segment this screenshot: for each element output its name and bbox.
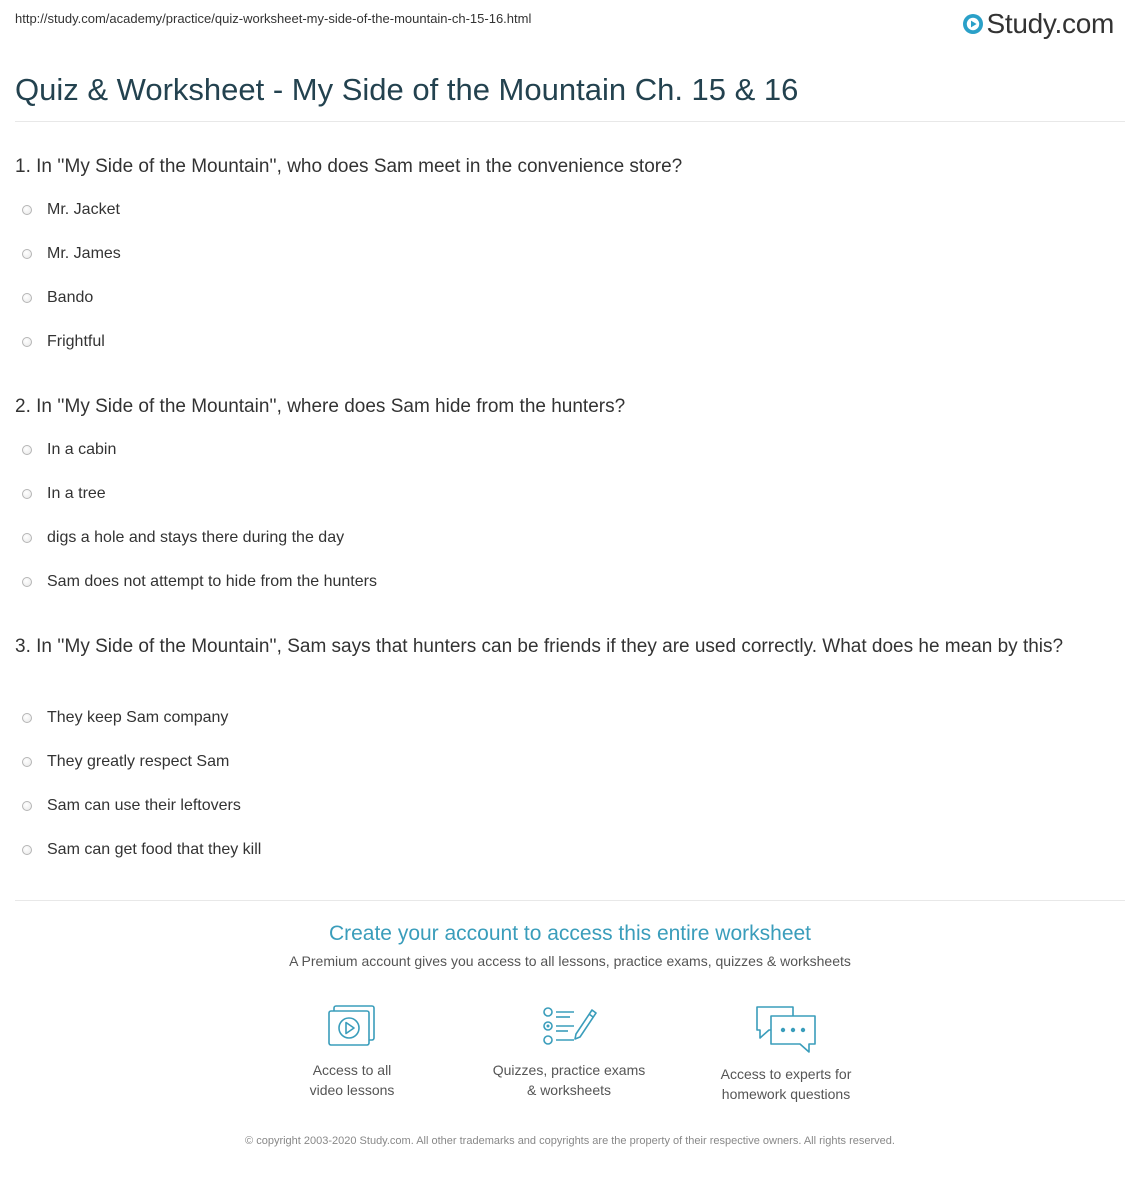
answer-option[interactable] bbox=[22, 796, 241, 816]
answer-label: They greatly respect Sam bbox=[47, 753, 230, 770]
radio-button[interactable] bbox=[22, 757, 32, 767]
answer-option[interactable] bbox=[22, 752, 229, 772]
question-2: 2. In ''My Side of the Mountain'', where does Sam hide from the hunters? bbox=[15, 396, 626, 417]
quiz-checklist-icon bbox=[540, 1004, 598, 1050]
answer-label: Sam can use their leftovers bbox=[47, 797, 241, 814]
answer-option[interactable] bbox=[22, 200, 120, 220]
feature-label-line1: Quizzes, practice exams bbox=[492, 1062, 646, 1078]
radio-button[interactable] bbox=[22, 293, 32, 303]
answer-label: digs a hole and stays there during the day bbox=[47, 529, 345, 546]
feature-label-line1: Access to experts for bbox=[720, 1066, 852, 1082]
video-lesson-icon bbox=[325, 1004, 379, 1050]
answer-label: In a cabin bbox=[47, 441, 117, 458]
radio-button[interactable] bbox=[22, 205, 32, 215]
radio-button[interactable] bbox=[22, 337, 32, 347]
radio-button[interactable] bbox=[22, 445, 32, 455]
answer-label: Bando bbox=[47, 289, 94, 306]
radio-button[interactable] bbox=[22, 489, 32, 499]
cta-divider bbox=[15, 900, 1125, 901]
copyright-notice: © copyright 2003-2020 Study.com. All other trademarks and copyrights are the property of their respective owners. All rights reserved. bbox=[245, 1135, 895, 1147]
radio-button[interactable] bbox=[22, 845, 32, 855]
feature-label-line2: video lessons bbox=[309, 1082, 395, 1098]
cta-subtitle: A Premium account gives you access to all lessons, practice exams, quizzes & worksheets bbox=[289, 953, 851, 969]
answer-label: Sam can get food that they kill bbox=[47, 841, 262, 858]
question-1: 1. In ''My Side of the Mountain'', who does Sam meet in the convenience store? bbox=[15, 156, 683, 177]
answer-option[interactable] bbox=[22, 528, 344, 548]
logo-text: Study.com bbox=[986, 8, 1114, 39]
radio-button[interactable] bbox=[22, 713, 32, 723]
answer-option[interactable] bbox=[22, 572, 377, 592]
answer-option[interactable] bbox=[22, 484, 106, 504]
feature-label-line2: & worksheets bbox=[526, 1082, 612, 1098]
answer-option[interactable] bbox=[22, 840, 261, 860]
answer-option[interactable] bbox=[22, 332, 105, 352]
title-divider bbox=[15, 121, 1125, 122]
play-logo-icon bbox=[962, 13, 984, 35]
question-3: 3. In ''My Side of the Mountain'', Sam says that hunters can be friends if they are used correctly. What does he mean by this? bbox=[15, 636, 1064, 657]
feature-video-lessons bbox=[252, 1004, 452, 1100]
page-title: Quiz & Worksheet - My Side of the Mountain Ch. 15 & 16 bbox=[15, 72, 799, 107]
answer-option[interactable] bbox=[22, 708, 228, 728]
answer-label: Mr. James bbox=[47, 245, 121, 262]
answer-option[interactable] bbox=[22, 288, 93, 308]
cta-title[interactable]: Create your account to access this entire worksheet bbox=[328, 922, 812, 945]
study-logo[interactable] bbox=[962, 8, 1115, 40]
radio-button[interactable] bbox=[22, 249, 32, 259]
feature-label-line1: Access to all bbox=[312, 1062, 392, 1078]
answer-label: Sam does not attempt to hide from the hunters bbox=[47, 573, 377, 590]
radio-button[interactable] bbox=[22, 533, 32, 543]
answer-label: In a tree bbox=[47, 485, 106, 502]
feature-experts bbox=[686, 1004, 886, 1104]
chat-bubbles-icon bbox=[753, 1004, 819, 1054]
answer-option[interactable] bbox=[22, 440, 116, 460]
feature-quizzes bbox=[469, 1004, 669, 1100]
page-url: http://study.com/academy/practice/quiz-worksheet-my-side-of-the-mountain-ch-15-16.html bbox=[15, 11, 532, 26]
feature-label-line2: homework questions bbox=[721, 1086, 851, 1102]
answer-label: Mr. Jacket bbox=[47, 201, 120, 218]
answer-option[interactable] bbox=[22, 244, 121, 264]
radio-button[interactable] bbox=[22, 801, 32, 811]
radio-button[interactable] bbox=[22, 577, 32, 587]
answer-label: Frightful bbox=[47, 333, 105, 350]
answer-label: They keep Sam company bbox=[47, 709, 229, 726]
